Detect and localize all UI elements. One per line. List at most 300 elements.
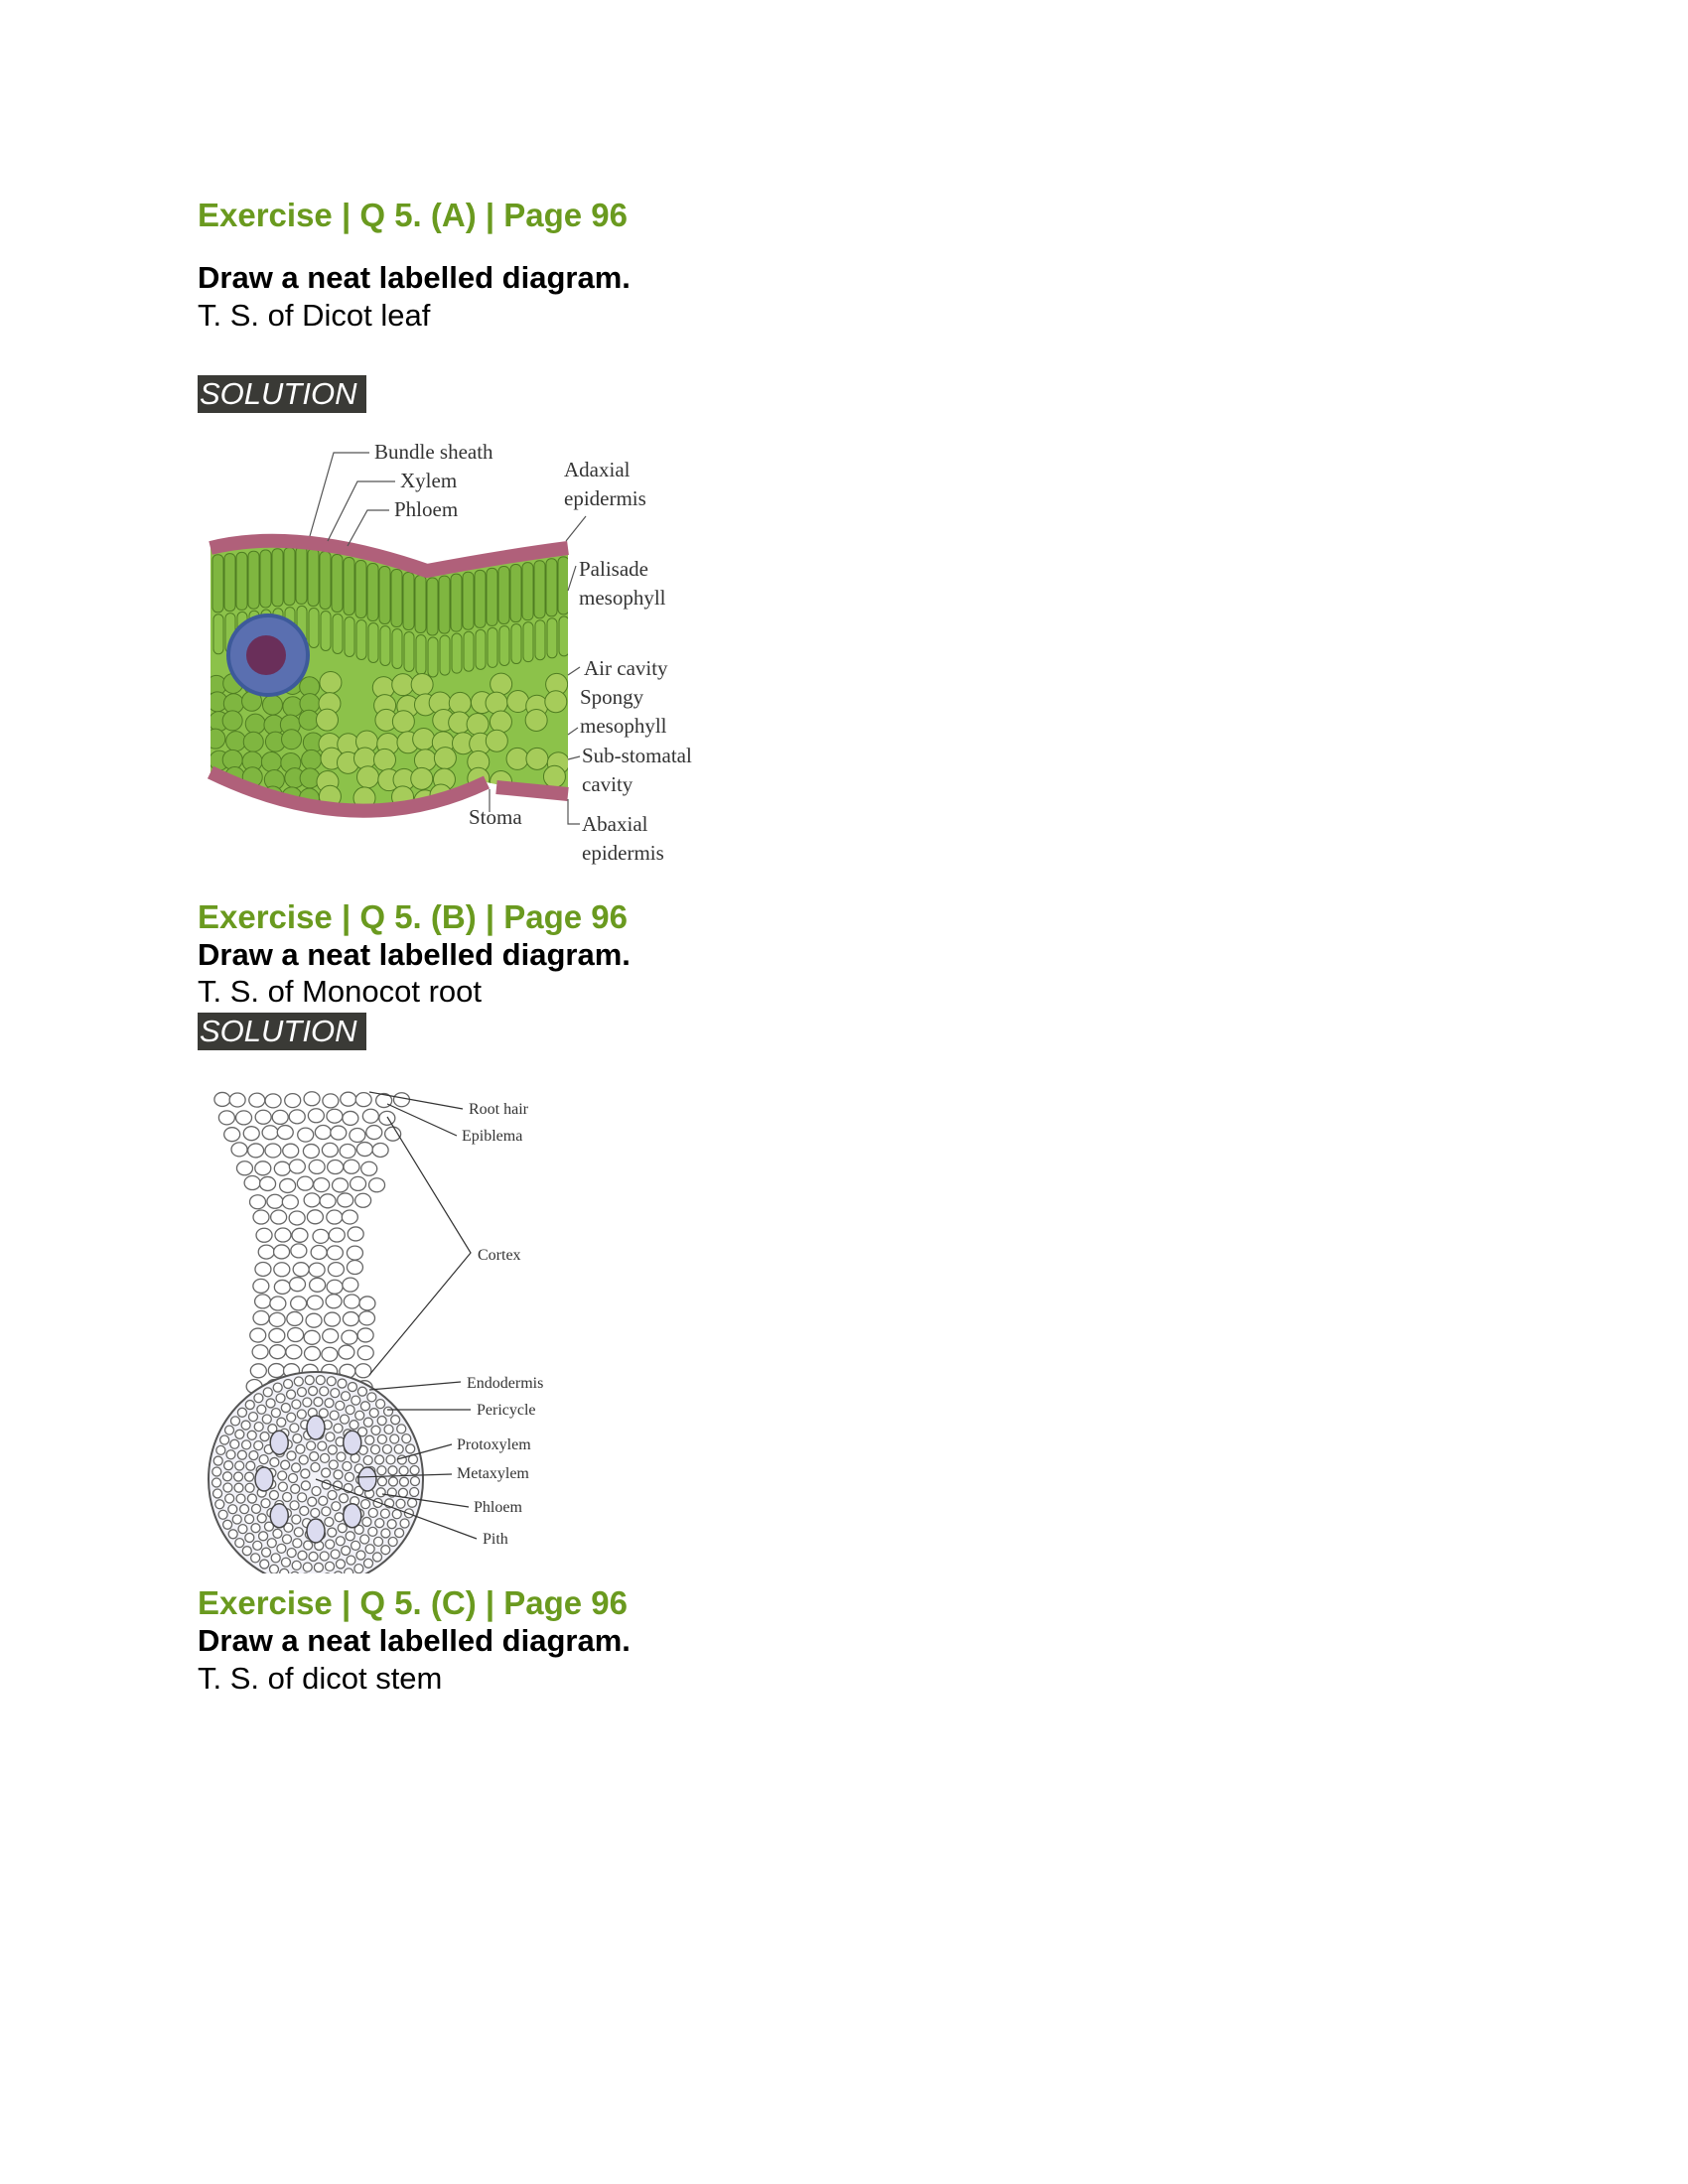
stele-cell [388,1466,397,1475]
stele-cell [289,1474,298,1483]
stele-cell [257,1405,266,1414]
stele-cell [327,1377,336,1386]
stele-cell [363,1418,372,1427]
stele-cell [345,1472,353,1481]
cortex-cell [307,1296,323,1309]
cortex-cell [291,1297,307,1310]
spongy-cell [283,697,303,717]
cortex-cell [269,1345,285,1359]
stele-cell [342,1392,351,1401]
spongy-cell [282,730,302,750]
palisade-cell [284,548,295,606]
label-abaxial-2: epidermis [582,841,664,865]
cortex-cell [236,1111,252,1125]
stele-cell [368,1508,377,1517]
stele-cell [251,1554,260,1563]
stele-cell [235,1539,244,1548]
stele-cell [223,1483,232,1492]
stele-cell [270,1457,279,1466]
cortex-cell [342,1210,357,1224]
palisade-cell [558,557,569,614]
question-text-b: Draw a neat labelled diagram. [198,937,631,972]
stele-cell [297,1388,306,1397]
stele-cell [336,1537,345,1546]
label-palisade: Palisade [579,557,648,581]
cortex-cell [347,1261,362,1275]
metaxylem-vessel [270,1431,288,1454]
cortex-cell [309,1160,325,1173]
palisade-cell [309,609,319,648]
stele-cell [266,1399,275,1408]
stele-cell [262,1415,271,1424]
stele-cell [277,1418,286,1427]
stele-cell [228,1530,237,1539]
stele-cell [292,1515,301,1524]
stele-cell [301,1469,310,1478]
label-spongy-2: mesophyll [580,714,667,738]
palisade-cell [272,549,283,607]
metaxylem-vessel [255,1467,273,1491]
stele-cell [365,1435,374,1444]
palisade-cell [523,622,533,662]
cortex-cell [340,1144,355,1158]
cortex-cell [379,1111,395,1125]
stele-cell [352,1396,360,1405]
palisade-cell [403,573,414,630]
label-phloem: Phloem [474,1499,522,1516]
stele-cell [410,1488,419,1497]
stele-cell [290,1501,299,1510]
cortex-cell [331,1126,347,1140]
cortex-cell [307,1210,323,1224]
spongy-cell [449,692,471,714]
stele-cell [298,1551,307,1560]
stele-cell [408,1498,417,1507]
palisade-cell [546,559,557,616]
palisade-cell [344,558,354,615]
palisade-cell [476,629,486,669]
label-substomatal-2: cavity [582,772,633,796]
stele-cell [338,1524,347,1533]
cortex-cell [359,1297,375,1310]
stele-cell [355,1411,364,1420]
cortex-cell [327,1246,343,1260]
cortex-cell [348,1227,363,1241]
stele-cell [246,1461,255,1470]
spongy-cell [206,791,225,811]
stele-cell [247,1431,256,1439]
cortex-cell [249,1093,265,1107]
stele-cell [292,1463,301,1472]
stele-cell [284,1379,293,1388]
palisade-cell [440,635,450,675]
label-air-cavity: Air cavity [584,656,668,680]
cortex-cell [292,1228,308,1242]
stele-cell [224,1461,233,1470]
spongy-cell [467,714,489,736]
stele-cell [228,1505,237,1514]
cortex-cell [304,1330,320,1344]
stele-cell [370,1445,379,1454]
cortex-cell [344,1160,359,1173]
cortex-cell [326,1295,342,1308]
stele-cell [374,1537,383,1546]
cortex-cell [269,1328,285,1342]
spongy-cell [526,748,548,769]
cortex-cell [343,1278,358,1292]
palisade-cell [452,633,462,673]
spongy-cell [245,714,265,734]
cortex-cell [255,1262,271,1276]
cortex-cell [323,1094,339,1108]
cortex-cell [255,1161,271,1175]
stele-cell [354,1565,363,1573]
label-spongy: Spongy [580,685,644,709]
stele-cell [304,1541,313,1550]
stele-cell [310,1452,319,1461]
stele-cell [223,1520,232,1529]
cortex-cell [311,1245,327,1259]
label-adaxial-2: epidermis [564,486,646,510]
cortex-cell [275,1228,291,1242]
stele-cell [365,1545,374,1554]
stele-cell [254,1423,263,1432]
cortex-cell [244,1176,260,1190]
stele-cell [322,1468,331,1477]
cortex-cell [304,1193,320,1207]
stele-cell [294,1528,303,1537]
stele-cell [249,1451,258,1460]
stele-cell [395,1529,404,1538]
stele-cell [235,1461,244,1470]
stele-cell [356,1551,365,1560]
cortex-cell [305,1346,321,1360]
cortex-cell [282,1195,298,1209]
stele-cell [290,1424,299,1433]
stele-cell [392,1510,401,1519]
cortex-cell [291,1244,307,1258]
palisade-cell [308,549,319,607]
stele-cell [334,1424,343,1433]
stele-cell [280,1569,289,1573]
stele-cell [245,1472,254,1481]
palisade-cell [368,623,378,663]
stele-cell [398,1488,407,1497]
spongy-cell [507,691,529,713]
stele-cell [360,1535,369,1544]
stele-cell [314,1563,323,1571]
stele-cell [397,1425,406,1433]
spongy-cell [302,750,322,769]
monocot-root-diagram [194,1072,571,1573]
stele-cell [314,1398,323,1407]
cortex-cell [355,1093,371,1107]
stele-cell [234,1483,243,1492]
spongy-cell [544,803,566,825]
exercise-heading-a: Exercise | Q 5. (A) | Page 96 [198,197,629,233]
stele-cell [328,1528,337,1537]
topic-text-c: T. S. of dicot stem [198,1661,443,1696]
palisade-cell [391,570,402,627]
spongy-cell [357,766,379,788]
stele-cell [220,1435,229,1444]
cortex-cell [277,1126,293,1140]
stele-cell [388,1477,397,1486]
stele-cell [305,1376,314,1385]
stele-cell [218,1510,227,1519]
cortex-cell [306,1313,322,1327]
cortex-cell [323,1329,339,1343]
cortex-cell [231,1143,247,1157]
exercise-heading-c: Exercise | Q 5. (C) | Page 96 [198,1584,629,1621]
label-pericycle: Pericycle [477,1402,536,1419]
metaxylem-vessel [307,1416,325,1439]
cortex-cell [355,1193,371,1207]
cortex-cell [341,1092,356,1106]
stele-cell [377,1417,386,1426]
stele-cell [240,1505,249,1514]
stele-cell [347,1556,355,1565]
stele-cell [282,1535,291,1544]
cortex-cell [361,1161,377,1175]
cortex-cell [252,1345,268,1359]
stele-cell [287,1451,296,1460]
spongy-cell [316,709,338,731]
palisade-cell [475,570,486,627]
stele-cell [300,1506,309,1515]
stele-cell [322,1507,331,1516]
cortex-cell [303,1145,319,1159]
label-pith: Pith [483,1531,508,1548]
spongy-cell [486,730,507,751]
stele-cell [262,1548,271,1557]
cortex-cell [297,1176,313,1190]
stele-cell [232,1515,241,1524]
cortex-cell [274,1245,290,1259]
stele-cell [212,1478,221,1487]
stele-cell [242,1547,251,1556]
spongy-cell [431,807,453,829]
label-xylem: Xylem [400,469,458,492]
palisade-cell [499,625,509,665]
palisade-cell [416,635,426,675]
stele-cell [260,1560,269,1569]
cortex-cell [250,1328,266,1342]
palisade-cell [260,550,271,608]
stele-cell [319,1409,328,1418]
spongy-cell [490,711,511,733]
stele-cell [309,1387,318,1396]
stele-cell [375,1519,384,1528]
stele-cell [336,1401,345,1410]
question-text-a: Draw a neat labelled diagram. [198,260,631,295]
spongy-cell [222,711,242,731]
spongy-cell [434,748,456,769]
cortex-cell [333,1178,349,1192]
cortex-cell [288,1328,304,1342]
stele-cell [329,1460,338,1469]
cortex-cell [350,1128,365,1142]
spongy-cell [506,748,528,769]
spongy-cell [392,711,414,733]
stele-cell [287,1413,296,1422]
stele-cell [345,1569,353,1573]
stele-cell [341,1415,350,1424]
cortex-cell [271,1210,287,1224]
cortex-cell [328,1160,344,1174]
stele-cell [325,1399,334,1408]
stele-cell [241,1421,250,1430]
stele-cell [213,1456,222,1465]
stele-cell [276,1394,285,1403]
stele-cell [242,1440,251,1449]
stele-cell [350,1421,358,1430]
stele-cell [338,1379,347,1388]
stele-cell [299,1455,308,1464]
palisade-cell [321,612,331,651]
stele-cell [334,1470,343,1479]
stele-cell [368,1527,377,1536]
xylem-core [246,635,286,675]
stele-cell [388,1538,397,1547]
label-root-hair: Root hair [469,1101,528,1118]
cortex-cell [214,1092,230,1106]
stele-cell [261,1499,270,1508]
label-substomatal: Sub-stomatal [582,744,692,767]
stele-cell [384,1407,393,1416]
palisade-cell [236,552,247,610]
cortex-cell [313,1229,329,1243]
palisade-cell [224,554,235,612]
spongy-cell [205,805,224,825]
cortex-cell [269,1312,285,1326]
stele-cell [252,1504,261,1513]
cortex-cell [339,1345,354,1359]
label-stoma: Stoma [469,805,522,829]
palisade-cell [439,576,450,633]
cortex-cell [236,1161,252,1175]
solution-badge-b: SOLUTION [198,1013,366,1050]
stele-cell [281,1558,290,1567]
question-text-c: Draw a neat labelled diagram. [198,1623,631,1658]
stele-cell [332,1502,341,1511]
stele-cell [281,1460,290,1469]
cortex-cell [357,1346,373,1360]
stele-cell [362,1517,371,1526]
stele-cell [308,1497,317,1506]
cortex-cell [253,1279,269,1293]
cortex-cell [224,1128,240,1142]
cortex-cell [256,1228,272,1242]
stele-cell [260,1433,269,1441]
cortex-cell [274,1161,290,1175]
stele-cell [293,1539,302,1548]
label-bundle-sheath: Bundle sheath [374,440,493,464]
stele-cell [263,1388,272,1397]
stele-cell [410,1466,419,1475]
palisade-cell [296,546,307,604]
cortex-cell [327,1109,343,1123]
metaxylem-vessel [307,1519,325,1543]
stele-cell [410,1477,419,1486]
cortex-cell [298,1128,314,1142]
cortex-cell [274,1280,290,1294]
cortex-cell [285,1094,301,1108]
stele-cell [380,1509,389,1518]
palisade-cell [547,618,557,658]
stele-cell [251,1524,260,1533]
stele-cell [375,1455,384,1464]
cortex-cell [287,1311,303,1325]
stele-cell [294,1377,303,1386]
spongy-cell [243,732,263,751]
stele-cell [377,1466,386,1475]
stele-cell [245,1483,254,1492]
stele-cell [237,1450,246,1459]
cortex-cell [250,1195,266,1209]
spongy-cell [354,748,376,769]
stele-cell [269,1565,278,1573]
cortex-cell [265,1144,281,1158]
stele-cell [226,1450,235,1459]
label-protoxylem: Protoxylem [457,1436,531,1453]
spongy-cell [261,751,281,771]
stele-cell [330,1411,339,1420]
cortex-cell [357,1328,373,1342]
cortex-cell [272,1110,288,1124]
cortex-cell [304,1092,320,1106]
stele-cell [348,1383,356,1392]
stele-cell [367,1393,376,1402]
cortex-cell [274,1263,290,1277]
cortex-cell [270,1297,286,1310]
stele-cell [230,1439,239,1448]
stele-cell [373,1553,382,1562]
stele-cell [396,1499,405,1508]
stele-cell [406,1444,415,1453]
stele-cell [340,1494,349,1503]
cortex-cell [289,1110,305,1124]
palisade-cell [212,555,223,613]
stele-cell [386,1455,395,1464]
dicot-leaf-diagram [189,427,745,884]
cortex-cell [314,1178,330,1192]
label-palisade-2: mesophyll [579,586,666,610]
cortex-cell [280,1178,296,1192]
palisade-cell [333,614,343,654]
stele-cell [318,1441,327,1450]
cortex-cell [243,1127,259,1141]
label-phloem: Phloem [394,497,459,521]
cortex-cell [369,1178,385,1192]
stele-cell [259,1455,268,1464]
cortex-cell [355,1364,371,1378]
cortex-cell [393,1093,409,1107]
stele-cell [257,1514,266,1523]
stele-cell [326,1433,335,1441]
stele-cell [384,1425,393,1433]
cortex-cell [372,1143,388,1157]
stele-cell [316,1376,325,1385]
stele-cell [377,1477,386,1486]
spongy-cell [374,749,396,770]
cortex-cell [260,1176,276,1190]
metaxylem-vessel [344,1431,361,1454]
palisade-cell [404,632,414,672]
palisade-cell [332,555,343,613]
stele-cell [277,1544,286,1553]
stele-cell [377,1434,386,1443]
